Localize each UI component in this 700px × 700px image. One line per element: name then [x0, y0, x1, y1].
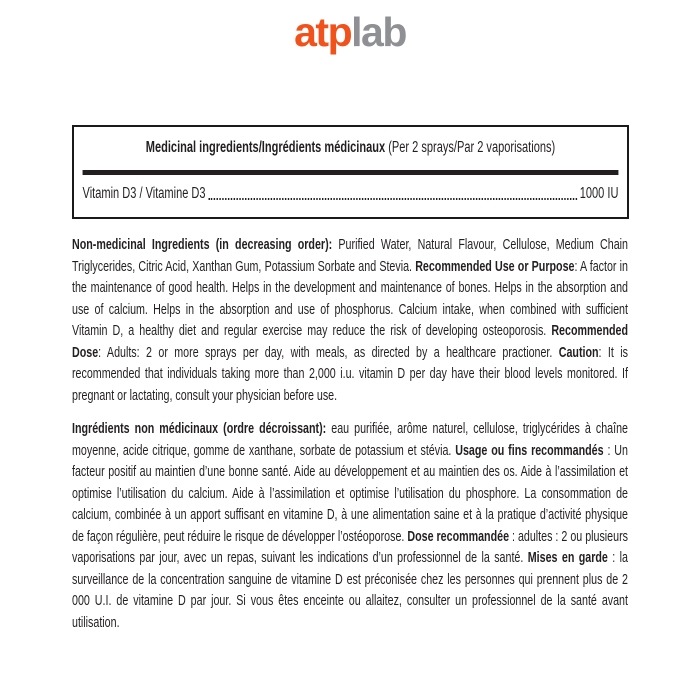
dot-leader [208, 198, 576, 200]
ingredient-row [74, 175, 627, 217]
body-copy [72, 234, 700, 633]
fr-text-ingredients: eau purifiée, arôme naturel, cellulose, triglycérides à chaîne moyenne, acide citrique, gomme de xanthane, sorbate de potassium et stévia. [72, 420, 628, 459]
brand-logo [0, 0, 700, 56]
en-text-use: : A factor in the maintenance of good health. Helps in the development and maintenance of bones. Helps in the absorption and use of calcium. Helps in the absorption and use of phosphorus. Calcium intake, when combined with sufficient Vitamin D, a healthy diet and regular exercise may reduce the risk of developing osteoporosis. [72, 257, 628, 339]
table-header [74, 127, 627, 170]
ingredient-name: Vitamin D3 / Vitamine D3 [82, 185, 206, 202]
brand-logo-lab: lab [351, 9, 406, 55]
en-text-ingredients: Purified Water, Natural Flavour, Cellulose, Medium Chain Triglycerides, Citric Acid, Xanthan Gum, Potassium Sorbate and Stevia. [72, 236, 628, 275]
fr-heading-dose: Dose recommandée [407, 527, 510, 545]
table-serving-info: (Per 2 sprays/Par 2 vaporisations) [384, 139, 555, 156]
en-heading-caution: Caution [558, 343, 599, 361]
table-content [74, 127, 627, 217]
medicinal-ingredients-table [72, 125, 629, 219]
fr-text-mises-en-garde: : la surveillance de la concentration sanguine de vitamine D est préconisée chez les personnes qui prennent plus de 2 000 U.I. de vitamine D par jour. Si vous êtes enceinte ou allaitez, consulter un professionnel de la santé avant utilisation. [72, 549, 628, 631]
fr-heading-usage: Usage ou fins recommandés [455, 441, 604, 459]
en-heading-recommended-use: Recommended Use or Purpose [415, 257, 575, 275]
en-text-caution: : It is recommended that individuals taking more than 2,000 i.u. vitamin D per day have their blood levels monitored. If pregnant or lactating, consult your physician before use. [72, 343, 628, 404]
english-paragraph [72, 234, 628, 406]
fr-text-usage: : Un facteur positif au maintien d’une bonne santé. Aide au développement et au maintien des os. Aide à l’assimilation et optimise l’utilisation du calcium. Aide à l’assimilation et optimise l’utilisation du phosphore. La consommation de calcium, combinée à un apport suffisant en vitamine D, à une alimentation saine et à la pratique d’activité physique de façon régulière, peut réduire le risque de développer l’ostéoporose. [72, 441, 628, 545]
fr-heading-mises-en-garde: Mises en garde [527, 549, 608, 566]
fr-heading-non-medicinaux: Ingrédients non médicinaux (ordre décroissant): [72, 420, 327, 437]
fr-text-dose: : adultes : 2 ou plusieurs vaporisations par jour, avec un repas, suivant les indications d’un professionnel de la santé. [72, 527, 628, 566]
en-heading-recommended-dose: Recommended Dose [72, 322, 628, 361]
en-heading-non-medicinal: Non-medicinal Ingredients (in decreasing order): [72, 236, 333, 253]
en-text-dose: : Adults: 2 or more sprays per day, with meals, as directed by a healthcare practioner. [98, 343, 559, 361]
ingredient-amount: 1000 IU [579, 185, 618, 202]
french-paragraph [72, 418, 628, 633]
table-title: Medicinal ingredients/Ingrédients médicinaux [145, 139, 385, 156]
brand-logo-atp: atp [294, 9, 352, 55]
